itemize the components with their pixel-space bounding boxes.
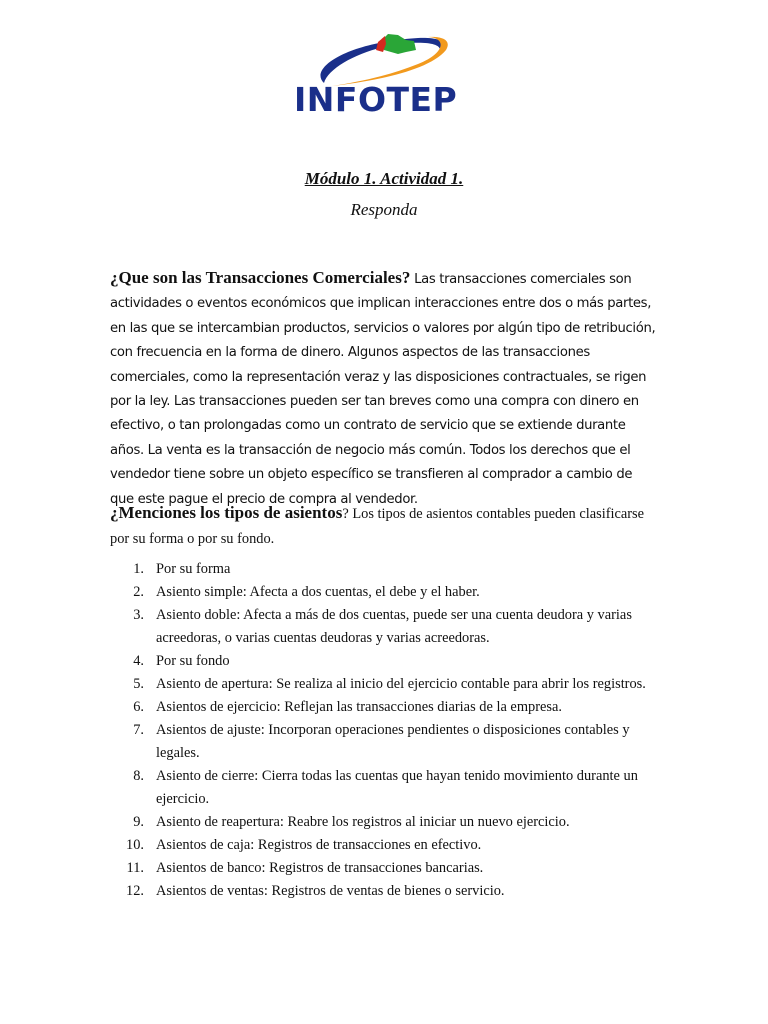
list-item-text: Asiento doble: Afecta a más de dos cuentas, puede ser una cuenta deudora y varias acreedoras, o varias cuentas deudoras y varias acreedoras. [156,607,632,646]
list-item-text: Por su fondo [156,653,230,669]
list-item-text: Asiento de cierre: Cierra todas las cuentas que hayan tenido movimiento durante un ejercicio. [156,768,638,807]
list-item-text: Asiento de reapertura: Reabre los registros al iniciar un nuevo ejercicio. [156,814,570,830]
page-title: Módulo 1. Actividad 1. [304,169,464,188]
list-item-text: Asientos de banco: Registros de transacciones bancarias. [156,860,484,876]
list-item-text: Asiento simple: Afecta a dos cuentas, el debe y el haber. [156,584,480,600]
logo-text: INFOTEP [294,80,458,119]
list-item-number: 8. [133,768,144,784]
answer-asientos: ? Los tipos de asientos contables pueden clasificarse por su forma o por su fondo. [110,506,645,547]
list-item [110,604,658,650]
list-item-number: 7. [133,722,144,738]
list-item-text: Asiento de apertura: Se realiza al inicio del ejercicio contable para abrir los registros. [156,676,646,692]
list-item [110,834,658,857]
list-item-number: 2. [133,584,144,600]
list-item [110,696,658,719]
list-item-number: 3. [133,607,144,623]
list-item-number: 1. [133,561,144,577]
list-item [110,857,658,880]
list-item-text: Asientos de ventas: Registros de ventas de bienes o servicio. [156,883,505,899]
list-item [110,811,658,834]
infotep-logo [288,28,478,124]
list-item [110,765,658,811]
list-item [110,880,658,903]
list-item [110,650,658,673]
question-asientos: ¿Menciones los tipos de asientos [110,503,343,522]
list-item-number: 6. [133,699,144,715]
list-item-number: 5. [133,676,144,692]
list-item-number: 10. [126,837,144,853]
list-item [110,581,658,604]
list-item-number: 4. [133,653,144,669]
list-item-text: Asientos de caja: Registros de transacciones en efectivo. [156,837,482,853]
list-item-number: 9. [133,814,144,830]
page-subtitle: Responda [350,200,418,219]
list-item-number: 11. [126,860,144,876]
logo-swoosh-icon [288,28,478,88]
list-item [110,558,658,581]
list-item [110,719,658,765]
list-item-text: Asientos de ejercicio: Reflejan las transacciones diarias de la empresa. [156,699,562,715]
list-item [110,673,658,696]
asientos-list [110,558,658,903]
list-item-number: 12. [126,883,144,899]
answer-transacciones: Las transacciones comerciales son actividades o eventos económicos que implican interacciones entre dos o más partes, en las que se intercambian productos, servicios o valores por algún tipo de retribución, con frecuencia en la forma de dinero. Algunos aspectos de las transacciones comerciales, como la representación veraz y las disposiciones contractuales, se rigen por la ley. Las transacciones pueden ser tan breves como una compra con dinero en efectivo, o tan prolongadas como un contrato de servicio que se extiende durante años. La venta es la transacción de negocio más común. Todos los derechos que el vendedor tiene sobre un objeto específico se transfieren al comprador a cambio de que este pague el precio de compra al vendedor. [110,272,656,507]
section-transacciones [110,266,658,512]
list-item-text: Asientos de ajuste: Incorporan operaciones pendientes o disposiciones contables y legales. [156,722,630,761]
section-asientos [110,501,658,551]
list-item-text: Por su forma [156,561,231,577]
question-transacciones: ¿Que son las Transacciones Comerciales? [110,268,411,287]
